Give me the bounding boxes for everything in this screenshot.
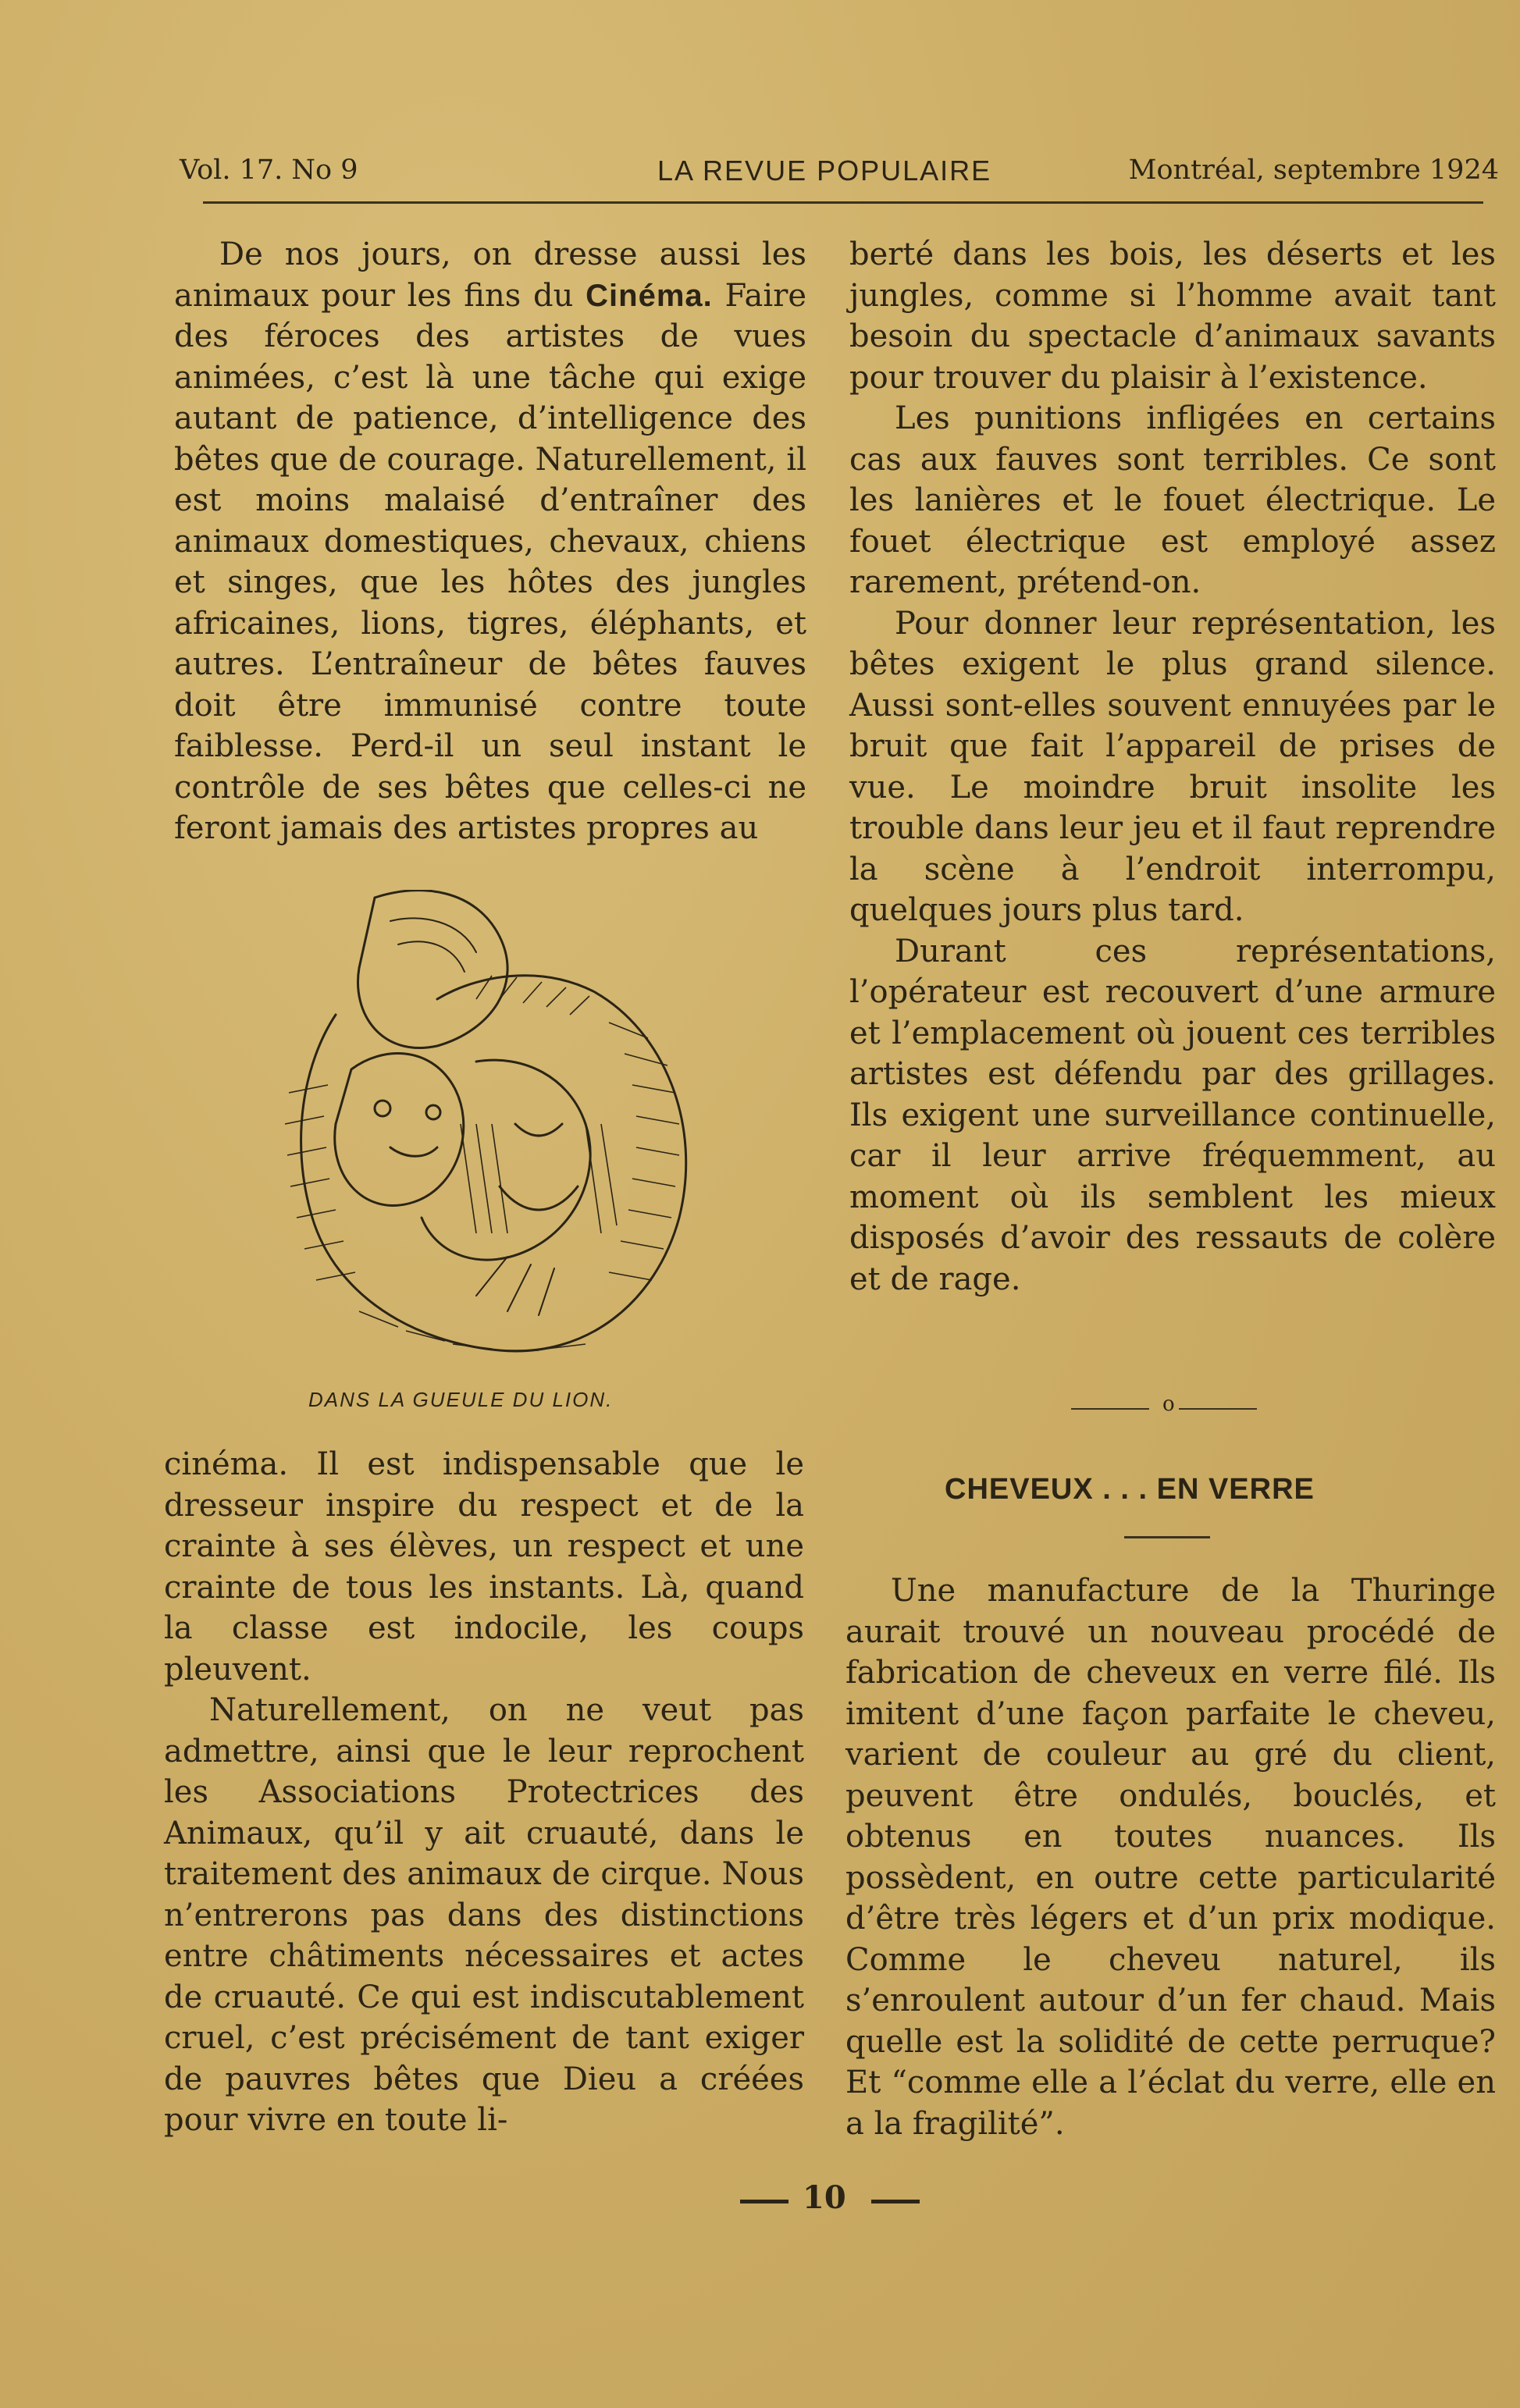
article-title: CHEVEUX . . . EN VERRE — [945, 1473, 1315, 1506]
paragraph-liberte: berté dans les bois, les déserts et les jungles, comme si l’homme avait tant besoin du spectacle d’animaux savants pour trouver du plaisir à l’existence. — [849, 237, 1496, 396]
paragraph-dresseur: cinéma. Il est indispensable que le dresseur inspire du respect et de la crainte à ses élèves, un respect et une crainte de tous les instants. Là, quand la classe est indocile, les coups pleuvent. — [164, 1446, 804, 1688]
footer-dash-right — [871, 2200, 920, 2203]
left-column-bottom — [164, 1444, 804, 2141]
bold-word-cinema: Cinéma. — [586, 278, 713, 313]
figure-caption: DANS LA GUEULE DU LION. — [308, 1388, 614, 1411]
paragraph-text: Faire des féroces des artistes de vues animées, c’est là une tâche qui exige autant de patience, d’intelligence des bêtes que de courage. Naturellement, il est moins malaisé d’entraîner des animaux domestiques, chevaux, chiens et singes, que les hôtes des jungles africaines, lions, tigres, éléphants, et autres. L’entraîneur de bêtes fauves doit être immunisé contre toute faiblesse. Perd-il un seul instant le contrôle de ses bêtes que celles-ci ne feront jamais des artistes propres au — [174, 277, 806, 846]
separator-mark: o — [1162, 1393, 1175, 1416]
section-separator — [1071, 1393, 1266, 1421]
place-and-date: Montréal, septembre 1924 — [1128, 155, 1499, 186]
volume-number: Vol. 17. No 9 — [180, 155, 358, 186]
left-column-top — [174, 234, 806, 849]
lion-illustration — [242, 890, 695, 1374]
paragraph-text: De nos jours, on dresse aussi les animaux pour les fins du — [174, 237, 806, 314]
publication-title: LA REVUE POPULAIRE — [657, 155, 992, 187]
paragraph-cinema — [174, 234, 806, 849]
title-rule — [1124, 1536, 1210, 1538]
running-header — [180, 155, 1499, 198]
right-column-bottom — [845, 1570, 1496, 2144]
right-column — [849, 234, 1496, 1300]
page-footer — [740, 2179, 920, 2226]
separator-line-left — [1071, 1408, 1149, 1410]
paragraph-punitions: Les punitions infligées en certains cas aux fauves sont terribles. Ce sont les lanières et le fouet électrique. Le fouet électrique est employé assez rarement, prétend-on. — [849, 400, 1496, 600]
paragraph-cruaute: Naturellement, on ne veut pas admettre, ainsi que le leur reprochent les Associations Protectrices des Animaux, qu’il y ait cruauté, dans le traitement des animaux de cirque. Nous n’entrerons pas dans des distinctions entre châtiments nécessaires et actes de cruauté. Ce qui est indiscutablement cruel, c’est précisément de tant exiger de pauvres bêtes que Dieu a créées pour vivre en toute li- — [164, 1692, 804, 2138]
separator-line-right — [1179, 1408, 1257, 1410]
paragraph-silence: Pour donner leur représentation, les bêtes exigent le plus grand silence. Aussi sont-elles souvent ennuyées par le bruit que fait l’appareil de prises de vue. Le moindre bruit insolite les trouble dans leur jeu et il faut reprendre la scène à l’endroit interrompu, quelques jours plus tard. — [849, 605, 1496, 928]
paragraph-operateur: Durant ces représentations, l’opérateur est recouvert d’une armure et l’emplacement où jouent ces terribles artistes est défendu par des grillages. Ils exigent une surveillance continuelle, car il leur arrive fréquemment, au moment où ils semblent les mieux disposés d’avoir des ressauts de colère et de rage. — [849, 933, 1496, 1297]
footer-dash-left — [740, 2200, 788, 2203]
paragraph-cheveux: Une manufacture de la Thuringe aurait trouvé un nouveau procédé de fabrication de cheveux en verre filé. Ils imitent d’une façon parfaite le cheveu, varient de couleur au gré du client, peuvent être ondulés, bouclés, et obtenus en toutes nuances. Ils possèdent, en outre cette particularité d’être très légers et d’un prix modique. Comme le cheveu naturel, ils s’enroulent autour d’un fer chaud. Mais quelle est la solidité de cette perruque? Et “comme elle a l’éclat du verre, elle en a la fragilité”. — [845, 1573, 1496, 2142]
header-rule — [203, 201, 1483, 204]
page-number: 10 — [803, 2179, 846, 2216]
